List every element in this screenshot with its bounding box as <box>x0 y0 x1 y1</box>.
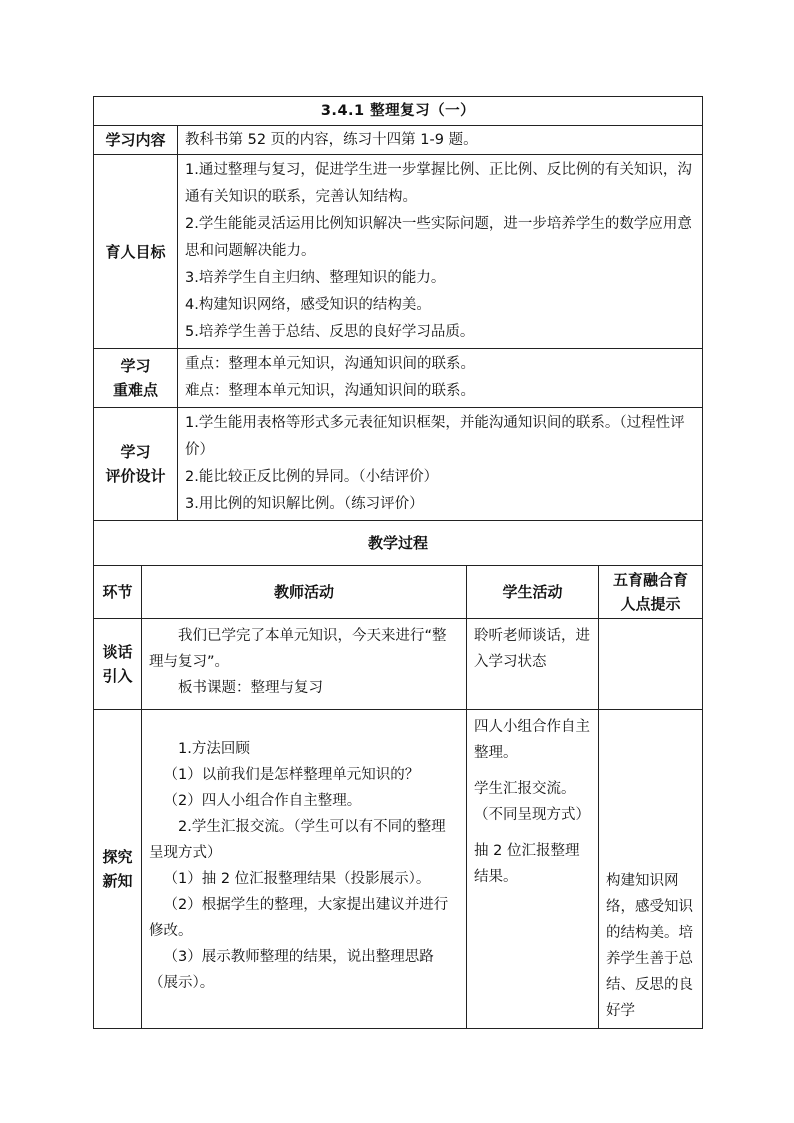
header-student: 学生活动 <box>467 566 599 619</box>
teacher-line: （2）根据学生的整理，大家提出建议并进行修改。 <box>149 897 449 939</box>
teacher-activity <box>142 619 467 710</box>
process-title: 教学过程 <box>94 521 703 566</box>
goals-list <box>178 155 703 349</box>
header-hint <box>599 566 703 619</box>
student-line: 聆听老师谈话，进入学习状态 <box>474 628 590 670</box>
evaluation-label-line2: 评价设计 <box>105 467 166 485</box>
goal-item: 5.培养学生善于总结、反思的良好学习品质。 <box>185 324 475 340</box>
header-hint-line2: 人点提示 <box>620 595 681 613</box>
goal-item: 1.通过整理与复习，促进学生进一步掌握比例、正比例、反比例的有关知识，沟通有关知识的联系，完善认知结构。 <box>185 162 692 205</box>
lesson-plan-table <box>93 96 703 1029</box>
goal-item: 2.学生能能灵活运用比例知识解决一些实际问题，进一步培养学生的数学应用意思和问题解决能力。 <box>185 216 692 259</box>
keypoints-list <box>178 349 703 408</box>
teacher-activity <box>142 710 467 1029</box>
stage-cell <box>94 710 142 1029</box>
stage-line2: 引入 <box>102 667 133 685</box>
hint-text: 构建知识网络，感受知识的结构美。培养学生善于总结、反思的良好学 <box>606 873 693 1019</box>
teacher-line: （3）展示教师整理的结果，说出整理思路（展示）。 <box>149 949 434 991</box>
keypoint-item: 难点：整理本单元知识，沟通知识间的联系。 <box>185 383 475 399</box>
teacher-line: 我们已学完了本单元知识，今天来进行“整理与复习”。 <box>149 628 447 670</box>
stage-line1: 谈话 <box>102 643 133 661</box>
goal-item: 4.构建知识网络，感受知识的结构美。 <box>185 297 431 313</box>
student-line: 学生汇报交流。（不同呈现方式） <box>474 781 590 823</box>
evaluation-label <box>94 408 178 521</box>
header-stage: 环节 <box>94 566 142 619</box>
stage-line2: 新知 <box>102 872 133 890</box>
table-row <box>94 619 703 710</box>
evaluation-list <box>178 408 703 521</box>
student-line: 抽 2 位汇报整理结果。 <box>474 843 580 885</box>
hint-cell <box>599 619 703 710</box>
learning-content-text: 教科书第 52 页的内容，练习十四第 1-9 题。 <box>178 126 703 155</box>
teacher-line: 板书课题：整理与复习 <box>178 680 323 696</box>
lesson-title: 3.4.1 整理复习（一） <box>94 97 703 126</box>
table-row <box>94 710 703 1029</box>
evaluation-item: 2.能比较正反比例的异同。（小结评价） <box>185 469 439 485</box>
stage-line1: 探究 <box>102 848 133 866</box>
keypoints-label-line1: 学习 <box>120 357 151 375</box>
evaluation-label-line1: 学习 <box>120 443 151 461</box>
evaluation-item: 1.学生能用表格等形式多元表征知识框架，并能沟通知识间的联系。（过程性评价） <box>185 415 685 458</box>
stage-cell <box>94 619 142 710</box>
student-activity <box>467 619 599 710</box>
teacher-line: （1）抽 2 位汇报整理结果（投影展示）。 <box>163 871 431 887</box>
keypoints-label <box>94 349 178 408</box>
evaluation-item: 3.用比例的知识解比例。（练习评价） <box>185 496 424 512</box>
teacher-line: （2）四人小组合作自主整理。 <box>163 793 362 809</box>
learning-content-label: 学习内容 <box>94 126 178 155</box>
teacher-line: 2.学生汇报交流。（学生可以有不同的整理呈现方式） <box>149 819 446 861</box>
teacher-line: 1.方法回顾 <box>178 741 250 757</box>
goal-item: 3.培养学生自主归纳、整理知识的能力。 <box>185 270 446 286</box>
goals-label: 育人目标 <box>94 155 178 349</box>
keypoints-label-line2: 重难点 <box>112 381 158 399</box>
keypoint-item: 重点：整理本单元知识，沟通知识间的联系。 <box>185 356 475 372</box>
header-teacher: 教师活动 <box>142 566 467 619</box>
hint-cell <box>599 710 703 1029</box>
teacher-line: （1）以前我们是怎样整理单元知识的？ <box>163 767 420 783</box>
header-hint-line1: 五育融合育 <box>613 571 689 589</box>
student-line: 四人小组合作自主整理。 <box>474 719 590 761</box>
student-activity <box>467 710 599 1029</box>
